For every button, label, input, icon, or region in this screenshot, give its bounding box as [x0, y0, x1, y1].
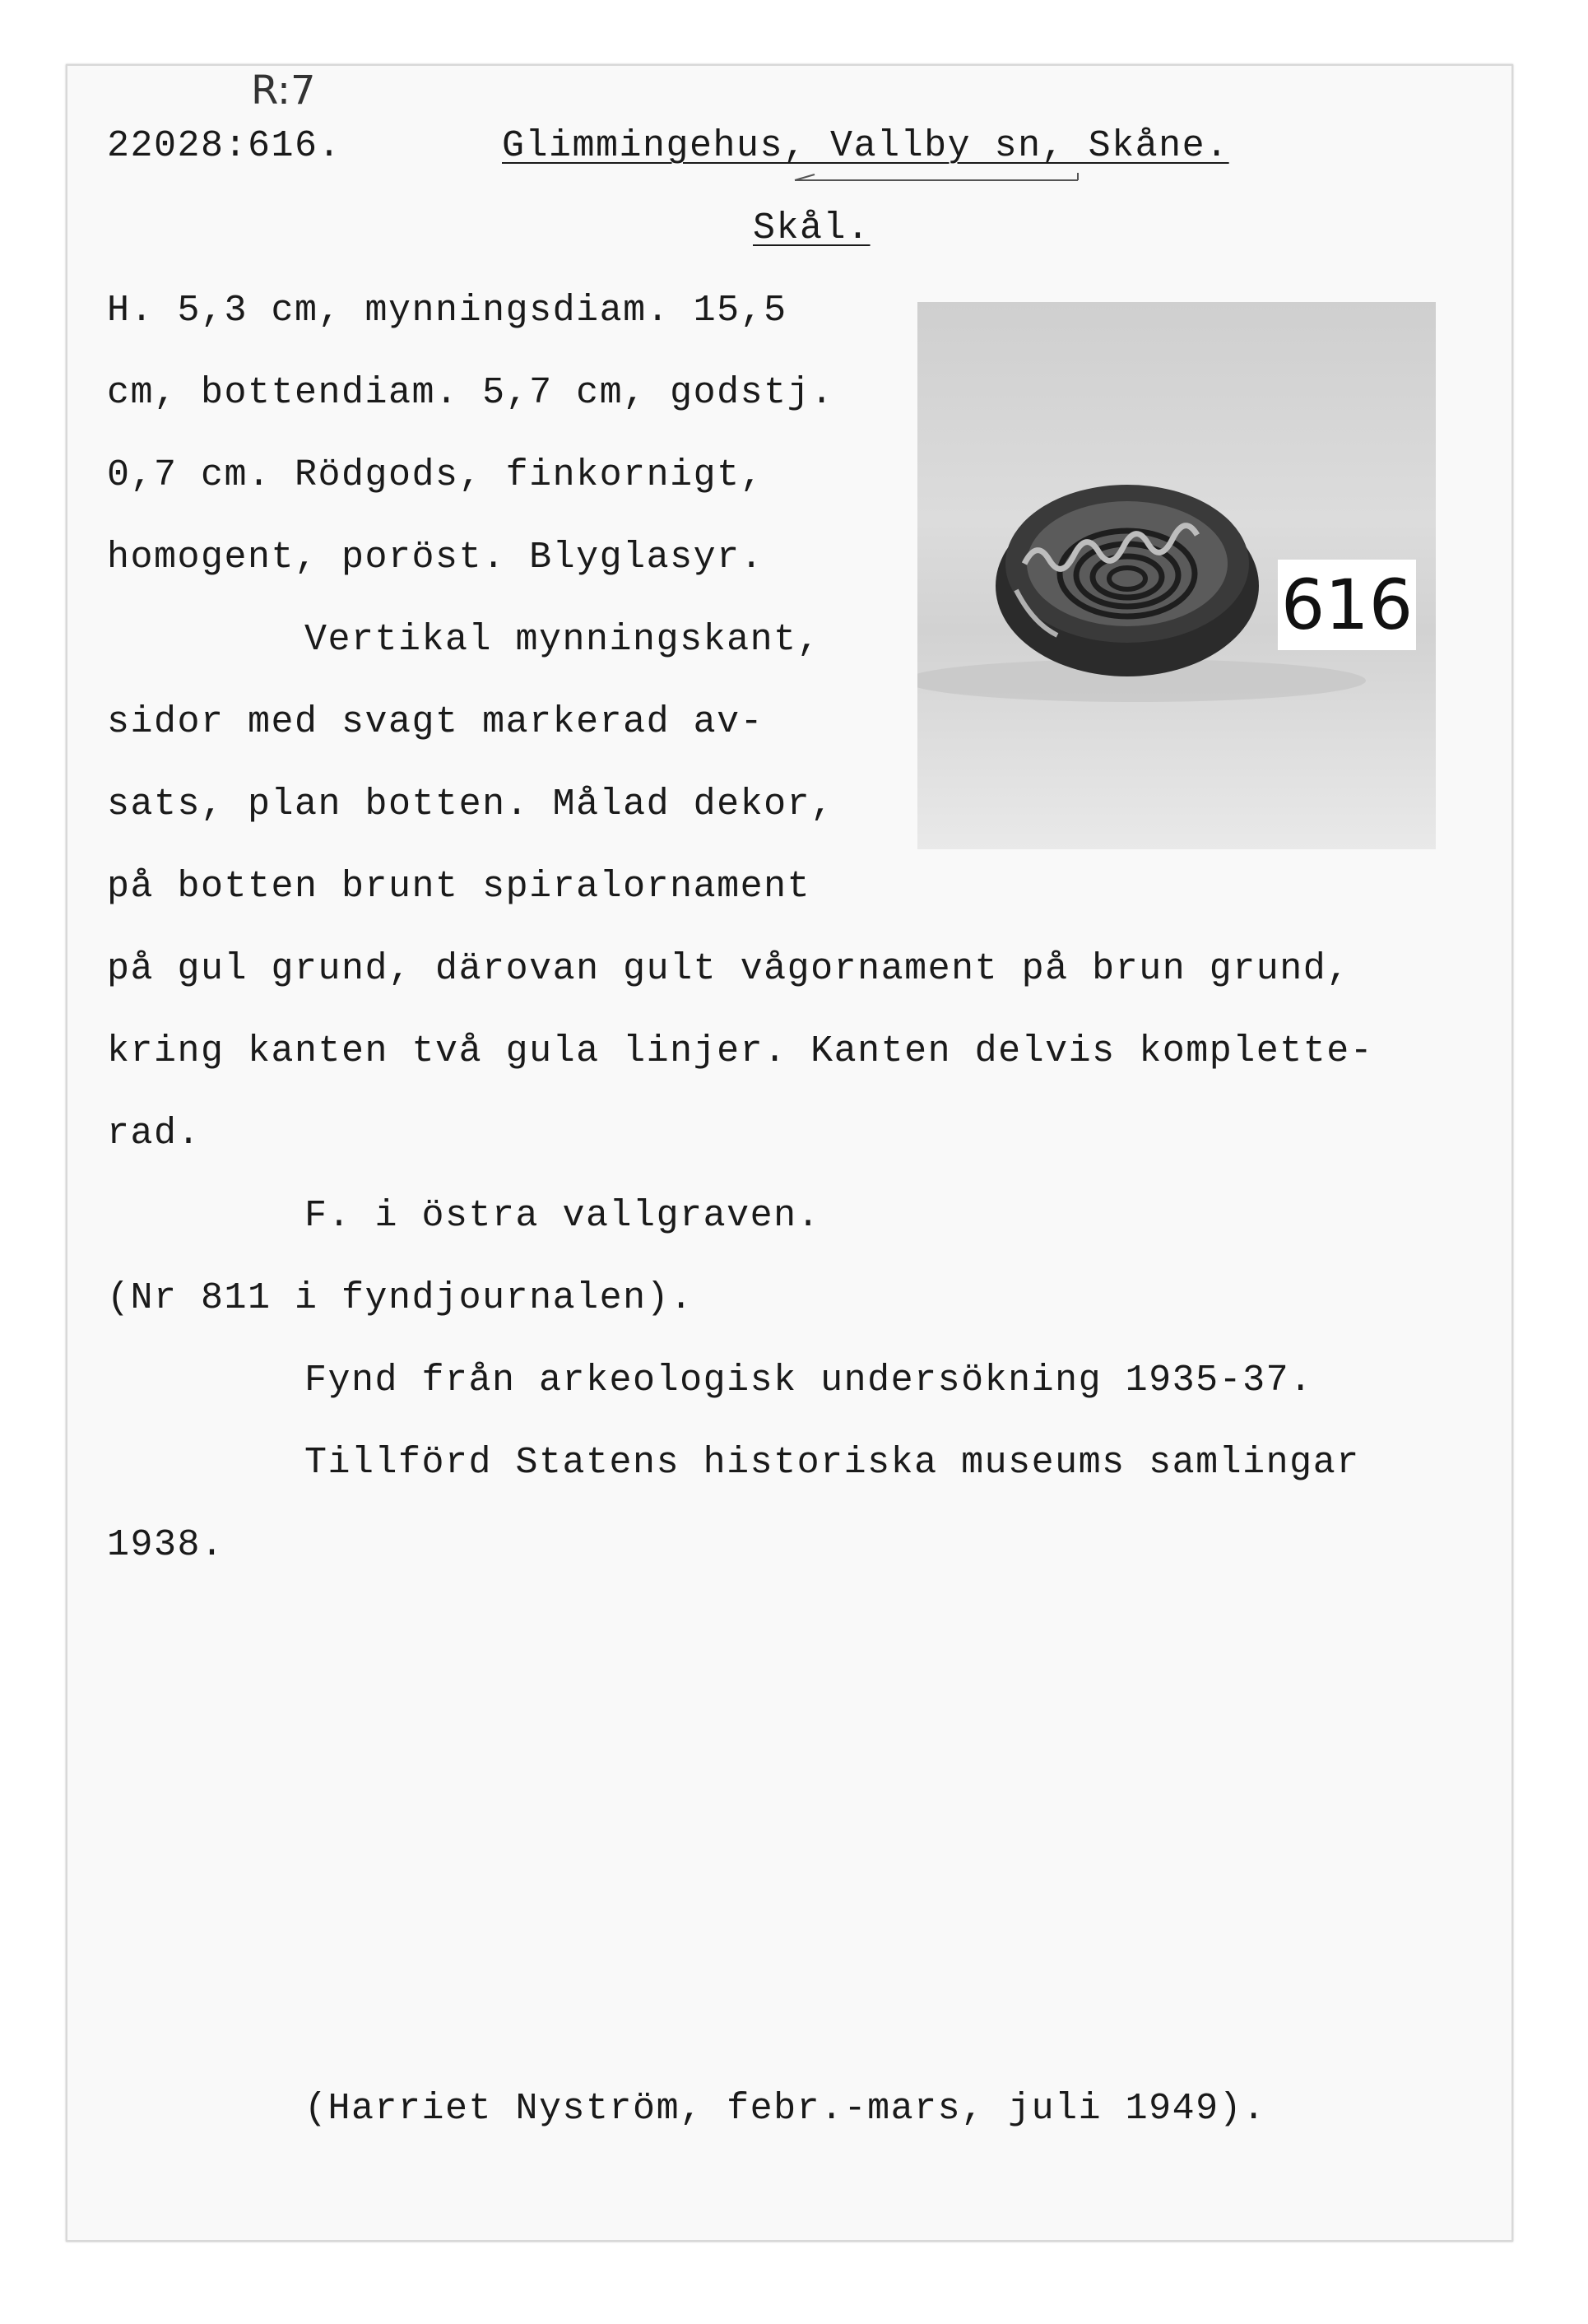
text-line: (Nr 811 i fyndjournalen).	[107, 1277, 694, 1319]
text-line: Vertikal mynningskant,	[304, 619, 821, 661]
text-line: homogent, poröst. Blyglasyr.	[107, 537, 764, 579]
text-line: cm, bottendiam. 5,7 cm, godstj.	[107, 372, 834, 414]
catalog-number: 22028:616.	[107, 125, 342, 167]
text-line: 0,7 cm. Rödgods, finkornigt,	[107, 454, 764, 496]
object-name: Skål.	[753, 207, 871, 249]
signature: (Harriet Nyström, febr.-mars, juli 1949).	[304, 2088, 1266, 2130]
text-line: Fynd från arkeologisk undersökning 1935-37.	[304, 1360, 1313, 1401]
photo-number-label: 616	[1278, 560, 1416, 650]
arrow-mark	[790, 171, 1086, 189]
text-line: sidor med svagt markerad av-	[107, 701, 764, 743]
text-line: H. 5,3 cm, mynningsdiam. 15,5	[107, 290, 787, 332]
location-heading: Glimmingehus, Vallby sn, Skåne.	[502, 125, 1229, 167]
handwritten-mark: R:7	[251, 67, 316, 114]
text-line: på gul grund, därovan gult vågornament på brun grund,	[107, 948, 1350, 990]
text-line: F. i östra vallgraven.	[304, 1195, 821, 1237]
text-line: kring kanten två gula linjer. Kanten delvis komplette-	[107, 1030, 1374, 1072]
text-line: på botten brunt spiralornament	[107, 866, 811, 908]
text-line: rad.	[107, 1113, 202, 1155]
text-line: 1938.	[107, 1524, 225, 1566]
text-line: Tillförd Statens historiska museums samlingar	[304, 1442, 1360, 1484]
text-line: sats, plan botten. Målad dekor,	[107, 783, 834, 825]
